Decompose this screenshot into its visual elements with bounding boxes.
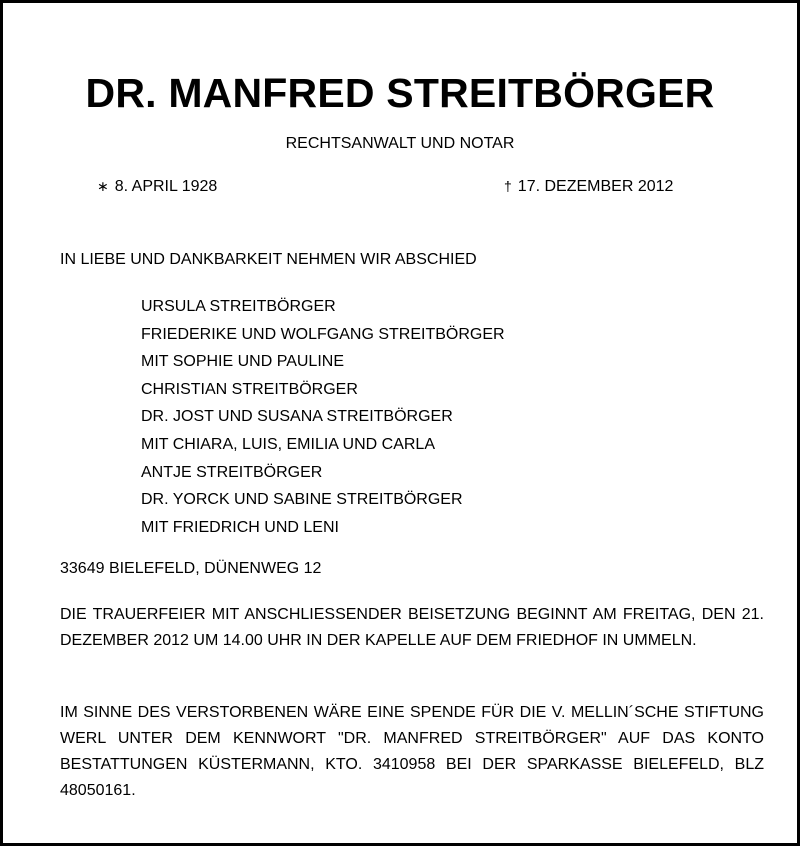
death-date-line (504, 176, 673, 197)
ceremony-paragraph: DIE TRAUERFEIER MIT ANSCHLIESSENDER BEISETZUNG BEGINNT AM FREITAG, DEN 21. DEZEMBER 2012 UM 14.00 UHR IN DER KAPELLE AUF DEM FRIEDHOF IN UMMELN. (60, 606, 764, 649)
donation-paragraph: IM SINNE DES VERSTORBENEN WÄRE EINE SPENDE FÜR DIE V. MELLIN´SCHE STIFTUNG WERL UNTER DEM KENNWORT "DR. MANFRED STREITBÖRGER" AUF DAS KONTO BESTATTUNGEN KÜSTERMANN, KTO. 3410958 BEI DER SPARKASSE BIELEFELD, BLZ 48050161. (60, 704, 764, 799)
list-item: CHRISTIAN STREITBÖRGER (141, 380, 358, 398)
list-item: MIT SOPHIE UND PAULINE (141, 353, 344, 371)
list-item: DR. JOST UND SUSANA STREITBÖRGER (141, 408, 453, 426)
list-item: DR. YORCK UND SABINE STREITBÖRGER (141, 491, 463, 509)
mourners-list (141, 293, 505, 541)
birth-star-icon: ∗ (97, 178, 109, 194)
farewell-intro: IN LIEBE UND DANKBARKEIT NEHMEN WIR ABSCHIED (60, 251, 477, 268)
list-item: FRIEDERIKE UND WOLFGANG STREITBÖRGER (141, 325, 505, 343)
death-cross-icon: † (504, 178, 512, 194)
family-address: 33649 BIELEFELD, DÜNENWEG 12 (60, 560, 322, 577)
list-item: MIT FRIEDRICH UND LENI (141, 518, 339, 536)
profession-line: RECHTSANWALT UND NOTAR (285, 135, 515, 152)
list-item: ANTJE STREITBÖRGER (141, 463, 323, 481)
list-item: URSULA STREITBÖRGER (141, 298, 336, 315)
list-item: MIT CHIARA, LUIS, EMILIA UND CARLA (141, 435, 435, 453)
death-date: 17. DEZEMBER 2012 (517, 178, 674, 195)
deceased-name: DR. MANFRED STREITBÖRGER (85, 70, 715, 116)
birth-date: 8. APRIL 1928 (114, 178, 218, 195)
birth-date-line (97, 176, 217, 197)
